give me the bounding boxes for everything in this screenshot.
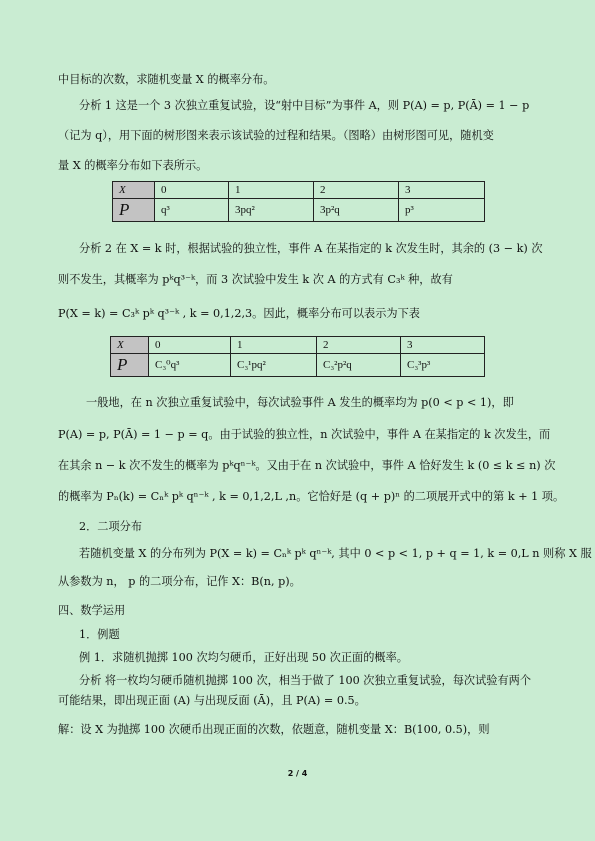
table2-cell: C₃⁰q³ [149, 354, 231, 377]
text-line-20: 解：设 X 为抛掷 100 次硬币出现正面的次数，依题意，随机变量 X：B(100, 0.5)，则 [58, 723, 490, 736]
distribution-table-2 [110, 336, 485, 377]
table2-header-x: X [111, 337, 149, 354]
table2-header-p: P [111, 354, 149, 377]
table2-cell: C₃¹pq² [231, 354, 317, 377]
table1-cell: 0 [155, 182, 229, 199]
distribution-table-1 [112, 181, 485, 222]
text-line-4: 量 X 的概率分布如下表所示。 [58, 159, 208, 172]
example-1-title: 例 1．求随机抛掷 100 次均匀硬币，正好出现 50 次正面的概率。 [79, 651, 408, 664]
text-line-9: P(A) = p, P(Ā) = 1 − p = q。由于试验的独立性，n 次试验中，事件 A 在某指定的 k 次发生，而 [58, 428, 551, 441]
table2-cell: 1 [231, 337, 317, 354]
text-line-8: 一般地，在 n 次独立重复试验中，每次试验事件 A 发生的概率均为 p(0 < p < 1)，即 [86, 396, 514, 409]
text-line-2: 分析 1 这是一个 3 次独立重复试验，设“射中目标”为事件 A，则 P(A) = p, P(Ā) = 1 − p [79, 99, 530, 112]
text-line-11: 的概率为 Pₙ(k) = Cₙᵏ pᵏ qⁿ⁻ᵏ , k = 0,1,2,L ,n。它恰好是 (q + p)ⁿ 的二项展开式中的第 k + 1 项。 [58, 490, 565, 503]
table2-cell: 0 [149, 337, 231, 354]
page-number: 2 / 4 [287, 769, 308, 778]
section-heading-applications: 四、数学运用 [58, 604, 126, 617]
table2-cell: C₃²p²q [317, 354, 401, 377]
table1-header-x: X [113, 182, 155, 199]
text-line-19: 可能结果，即出现正面 (A) 与出现反面 (Ā)，且 P(A) = 0.5。 [58, 694, 366, 707]
text-line-1: 中目标的次数，求随机变量 X 的概率分布。 [58, 73, 275, 86]
text-line-14: 从参数为 n， p 的二项分布，记作 X：B(n, p)。 [58, 575, 301, 588]
table1-cell: 1 [229, 182, 314, 199]
text-line-3: （记为 q），用下面的树形图来表示该试验的过程和结果。（图略）由树形图可见，随机变 [58, 129, 494, 142]
text-line-10: 在其余 n − k 次不发生的概率为 pᵏqⁿ⁻ᵏ。又由于在 n 次试验中，事件 A 恰好发生 k (0 ≤ k ≤ n) 次 [58, 459, 556, 472]
table2-cell: 3 [401, 337, 485, 354]
table1-cell: 3pq² [229, 199, 314, 222]
table2-cell: C₃³p³ [401, 354, 485, 377]
text-line-7: P(X = k) = C₃ᵏ pᵏ q³⁻ᵏ , k = 0,1,2,3。因此，概率分布可以表示为下表 [58, 307, 420, 320]
text-line-18: 分析 将一枚均匀硬币随机抛掷 100 次，相当于做了 100 次独立重复试验，每次试验有两个 [79, 674, 532, 687]
subheading-examples: 1．例题 [79, 628, 120, 641]
table1-cell: q³ [155, 199, 229, 222]
table1-cell: 2 [314, 182, 399, 199]
table1-cell: 3 [399, 182, 485, 199]
text-line-6: 则不发生，其概率为 pᵏq³⁻ᵏ，而 3 次试验中发生 k 次 A 的方式有 C₃ᵏ 种，故有 [58, 273, 453, 286]
text-line-5: 分析 2 在 X = k 时，根据试验的独立性，事件 A 在某指定的 k 次发生时，其余的 (3 − k) 次 [79, 242, 543, 255]
text-line-13: 若随机变量 X 的分布列为 P(X = k) = Cₙᵏ pᵏ qⁿ⁻ᵏ, 其中 0 < p < 1, p + q = 1, k = 0,L n 则称 X 服 [79, 547, 592, 560]
table1-cell: 3p²q [314, 199, 399, 222]
table2-cell: 2 [317, 337, 401, 354]
table1-cell: p³ [399, 199, 485, 222]
section-heading-binomial: 2．二项分布 [79, 520, 143, 533]
table1-header-p: P [113, 199, 155, 222]
